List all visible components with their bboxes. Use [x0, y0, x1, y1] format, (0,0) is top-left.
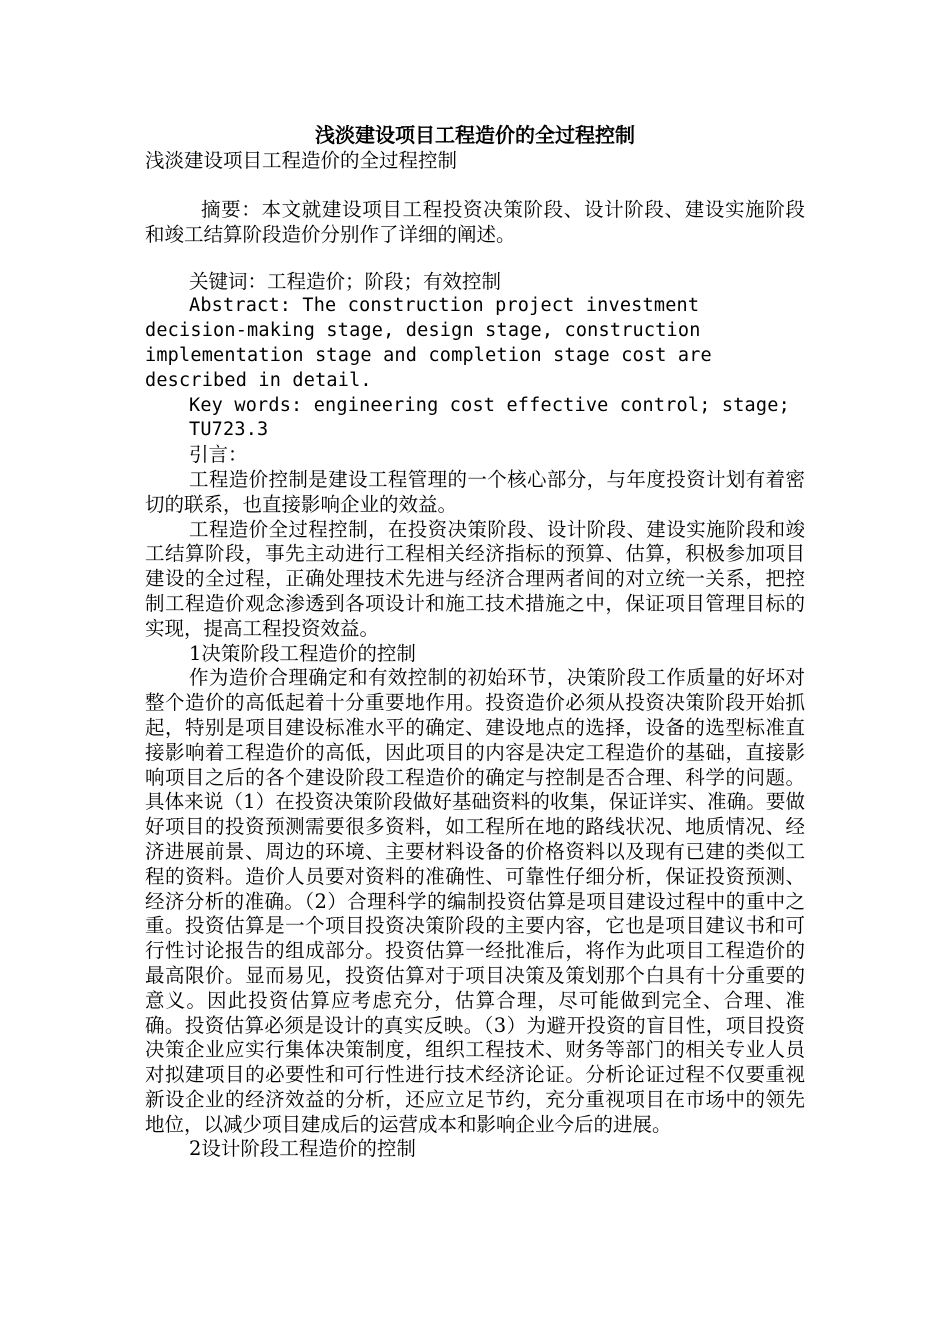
abstract-cn: 摘要：本文就建设项目工程投资决策阶段、设计阶段、建设实施阶段和竣工结算阶段造价分别作了详细的阐述。: [145, 198, 805, 246]
document-page: [145, 122, 805, 1162]
intro-paragraph: 工程造价全过程控制，在投资决策阶段、设计阶段、建设实施阶段和竣工结算阶段，事先主动进行工程相关经济指标的预算、估算，积极参加项目建设的全过程，正确处理技术先进与经济合理两者间的对立统一关系，把控制工程造价观念渗透到各项设计和施工技术措施之中，保证项目管理目标的实现，提高工程投资效益。: [145, 517, 805, 640]
document-title: 浅淡建设项目工程造价的全过程控制: [315, 123, 635, 147]
abstract-en: Abstract: The construction project investment decision-making stage, design stage, construction implementation stage and completion stage cost are described in detail.: [145, 295, 712, 391]
spacer: [145, 174, 805, 198]
keywords-en: Key words: engineering cost effective control; stage;: [189, 394, 790, 416]
classification-code: TU723.3: [189, 419, 269, 441]
section-heading: 2设计阶段工程造价的控制: [189, 1137, 416, 1161]
document-subtitle: 浅淡建设项目工程造价的全过程控制: [145, 149, 458, 172]
section-heading: 1决策阶段工程造价的控制: [189, 641, 416, 665]
intro-paragraph: 工程造价控制是建设工程管理的一个核心部分，与年度投资计划有着密切的联系，也直接影响企业的效益。: [145, 467, 805, 516]
section-body: 作为造价合理确定和有效控制的初始环节，决策阶段工作质量的好坏对整个造价的高低起着十分重要地作用。投资造价必须从投资决策阶段开始抓起，特别是项目建设标准水平的确定、建设地点的选择，设备的选型标准直接影响着工程造价的高低，因此项目的内容是决定工程造价的基础，直接影响项目之后的各个建设阶段工程造价的确定与控制是否合理、科学的问题。具体来说（1）在投资决策阶段做好基础资料的收集，保证详实、准确。要做好项目的投资预测需要很多资料，如工程所在地的路线状况、地质情况、经济进展前景、周边的环境、主要材料设备的价格资料以及现有已建的类似工程的资料。造价人员要对资料的准确性、可靠性仔细分析，保证投资预测、经济分析的准确。（2）合理科学的编制投资估算是项目建设过程中的重中之重。投资估算是一个项目投资决策阶段的主要内容，它也是项目建议书和可行性讨论报告的组成部分。投资估算一经批准后，将作为此项目工程造价的最高限价。显而易见，投资估算对于项目决策及策划那个白具有十分重要的意义。因此投资估算应考虑充分，估算合理，尽可能做到完全、合理、准确。投资估算必须是设计的真实反映。（3）为避开投资的盲目性，项目投资决策企业应实行集体决策制度，组织工程技术、财务等部门的相关专业人员对拟建项目的必要性和可行性进行技术经济论证。分析论证过程不仅要重视新设企业的经济效益的分析，还应立足节约，充分重视项目在市场中的领先地位，以减少项目建成后的运营成本和影响企业今后的进展。: [145, 666, 805, 1136]
spacer: [145, 248, 805, 270]
keywords-cn: 关键词：工程造价；阶段；有效控制: [189, 269, 502, 293]
intro-heading: 引言：: [189, 443, 248, 467]
